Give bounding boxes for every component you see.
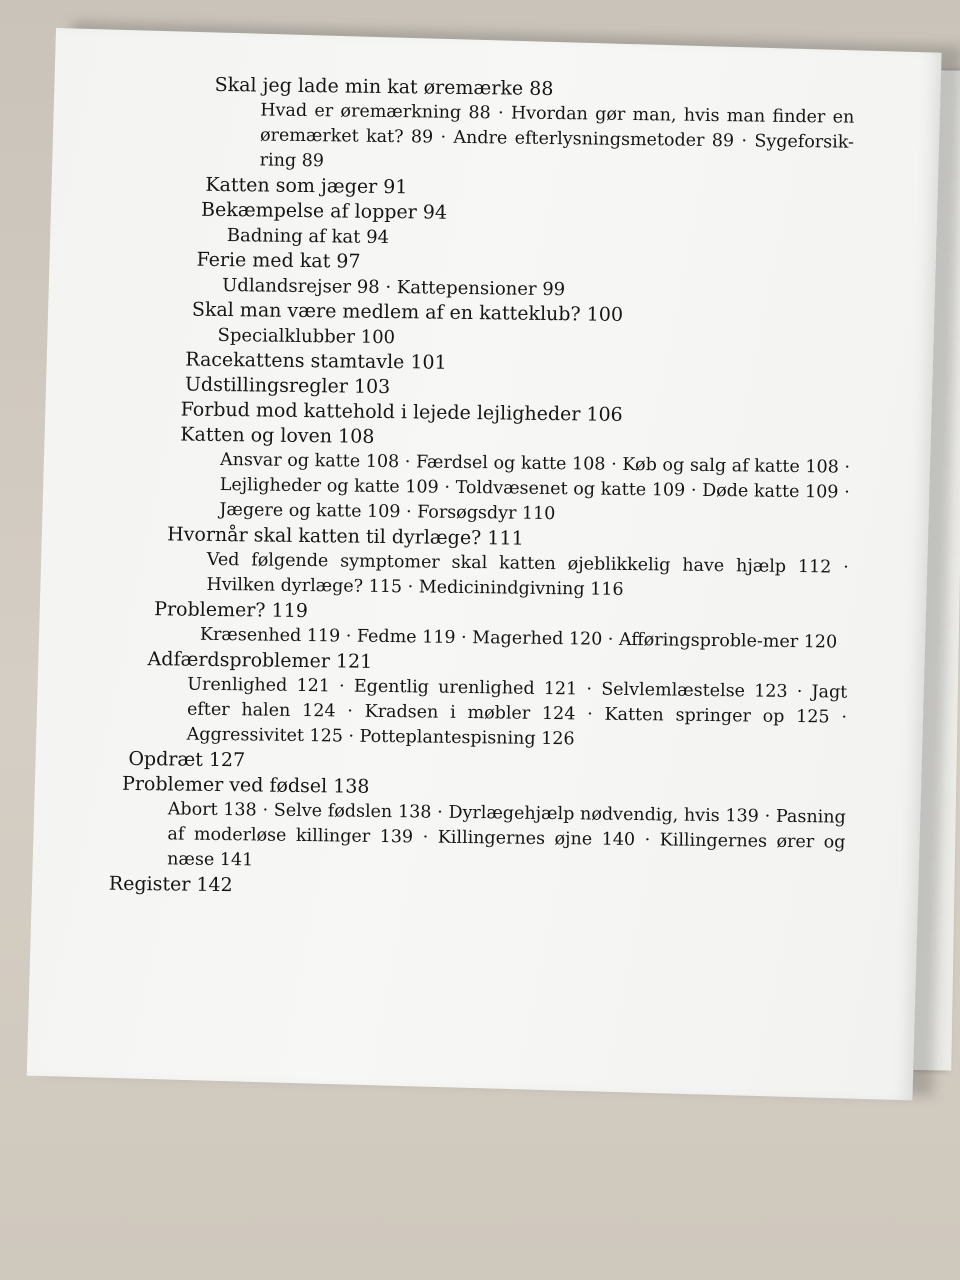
toc-subentries: Hvad er øremærkning 88 · Hvordan gør man, hvis man finder en øremærket kat? 89 · Andre efterlysningsmetoder 89 · Sygeforsik-ring 89	[259, 100, 855, 172]
toc-entry: Hvornår skal katten til dyrlæge? 111	[167, 523, 524, 550]
toc-subentry: Specialklubber 100	[217, 324, 396, 349]
toc-entry: Bekæmpelse af lopper 94	[200, 198, 448, 224]
toc-entry: Katten og loven 108	[180, 423, 375, 448]
toc-entry: Forbud mod kattehold i lejede lejligheder 106	[180, 398, 623, 426]
toc-subentries: Urenlighed 121 · Egentlig urenlighed 121 · Selvlemlæstelse 123 · Jagt efter halen 124 · Kradsen i møbler 124 · Katten springer op 125 · Aggressivitet 125 · Potteplantespisning 126	[186, 674, 848, 750]
toc-entry: Problemer ved fødsel 138	[121, 772, 370, 798]
toc-entry: Racekattens stamtavle 101	[185, 348, 447, 374]
toc-subentries: Ved følgende symptomer skal katten øjeblikkelig have hjælp 112 · Hvilken dyrlæge? 115 · Medicinindgivning 116	[206, 549, 849, 600]
toc-subentries: Kræsenhed 119 · Fedme 119 · Magerhed 120 · Afføringsproble-mer 120	[199, 624, 838, 653]
toc-entry: Skal jeg lade min kat øremærke 88	[214, 73, 554, 101]
toc-subentries: Ansvar og katte 108 · Færdsel og katte 108 · Køb og salg af katte 108 · Lejligheder og katte 109 · Toldvæsenet og katte 109 · Døde katte 109 · Jægere og katte 109 · Forsøgsdyr 110	[219, 449, 851, 525]
toc-subentry: Udlandsrejser 98 · Kattepensioner 99	[222, 274, 566, 301]
toc-subentries: Abort 138 · Selve fødslen 138 · Dyrlægehjælp nødvendig, hvis 139 · Pasning af moderløse killinger 139 · Killingernes øjne 140 · Killingernes ører og næse 141	[167, 799, 846, 871]
table-of-contents	[105, 72, 855, 906]
toc-entry: Problemer? 119	[154, 598, 308, 623]
book-page	[27, 28, 942, 1100]
toc-subentry: Badning af kat 94	[226, 225, 390, 249]
toc-entry: Skal man være medlem af en katteklub? 100	[191, 298, 624, 326]
toc-entry: Adfærdsproblemer 121	[147, 648, 373, 673]
toc-entry: Register 142	[108, 872, 233, 897]
toc-entry: Opdræt 127	[128, 747, 246, 772]
toc-entry: Katten som jæger 91	[205, 173, 408, 199]
toc-entry: Udstillingsregler 103	[184, 373, 391, 399]
toc-entry: Ferie med kat 97	[196, 248, 361, 273]
